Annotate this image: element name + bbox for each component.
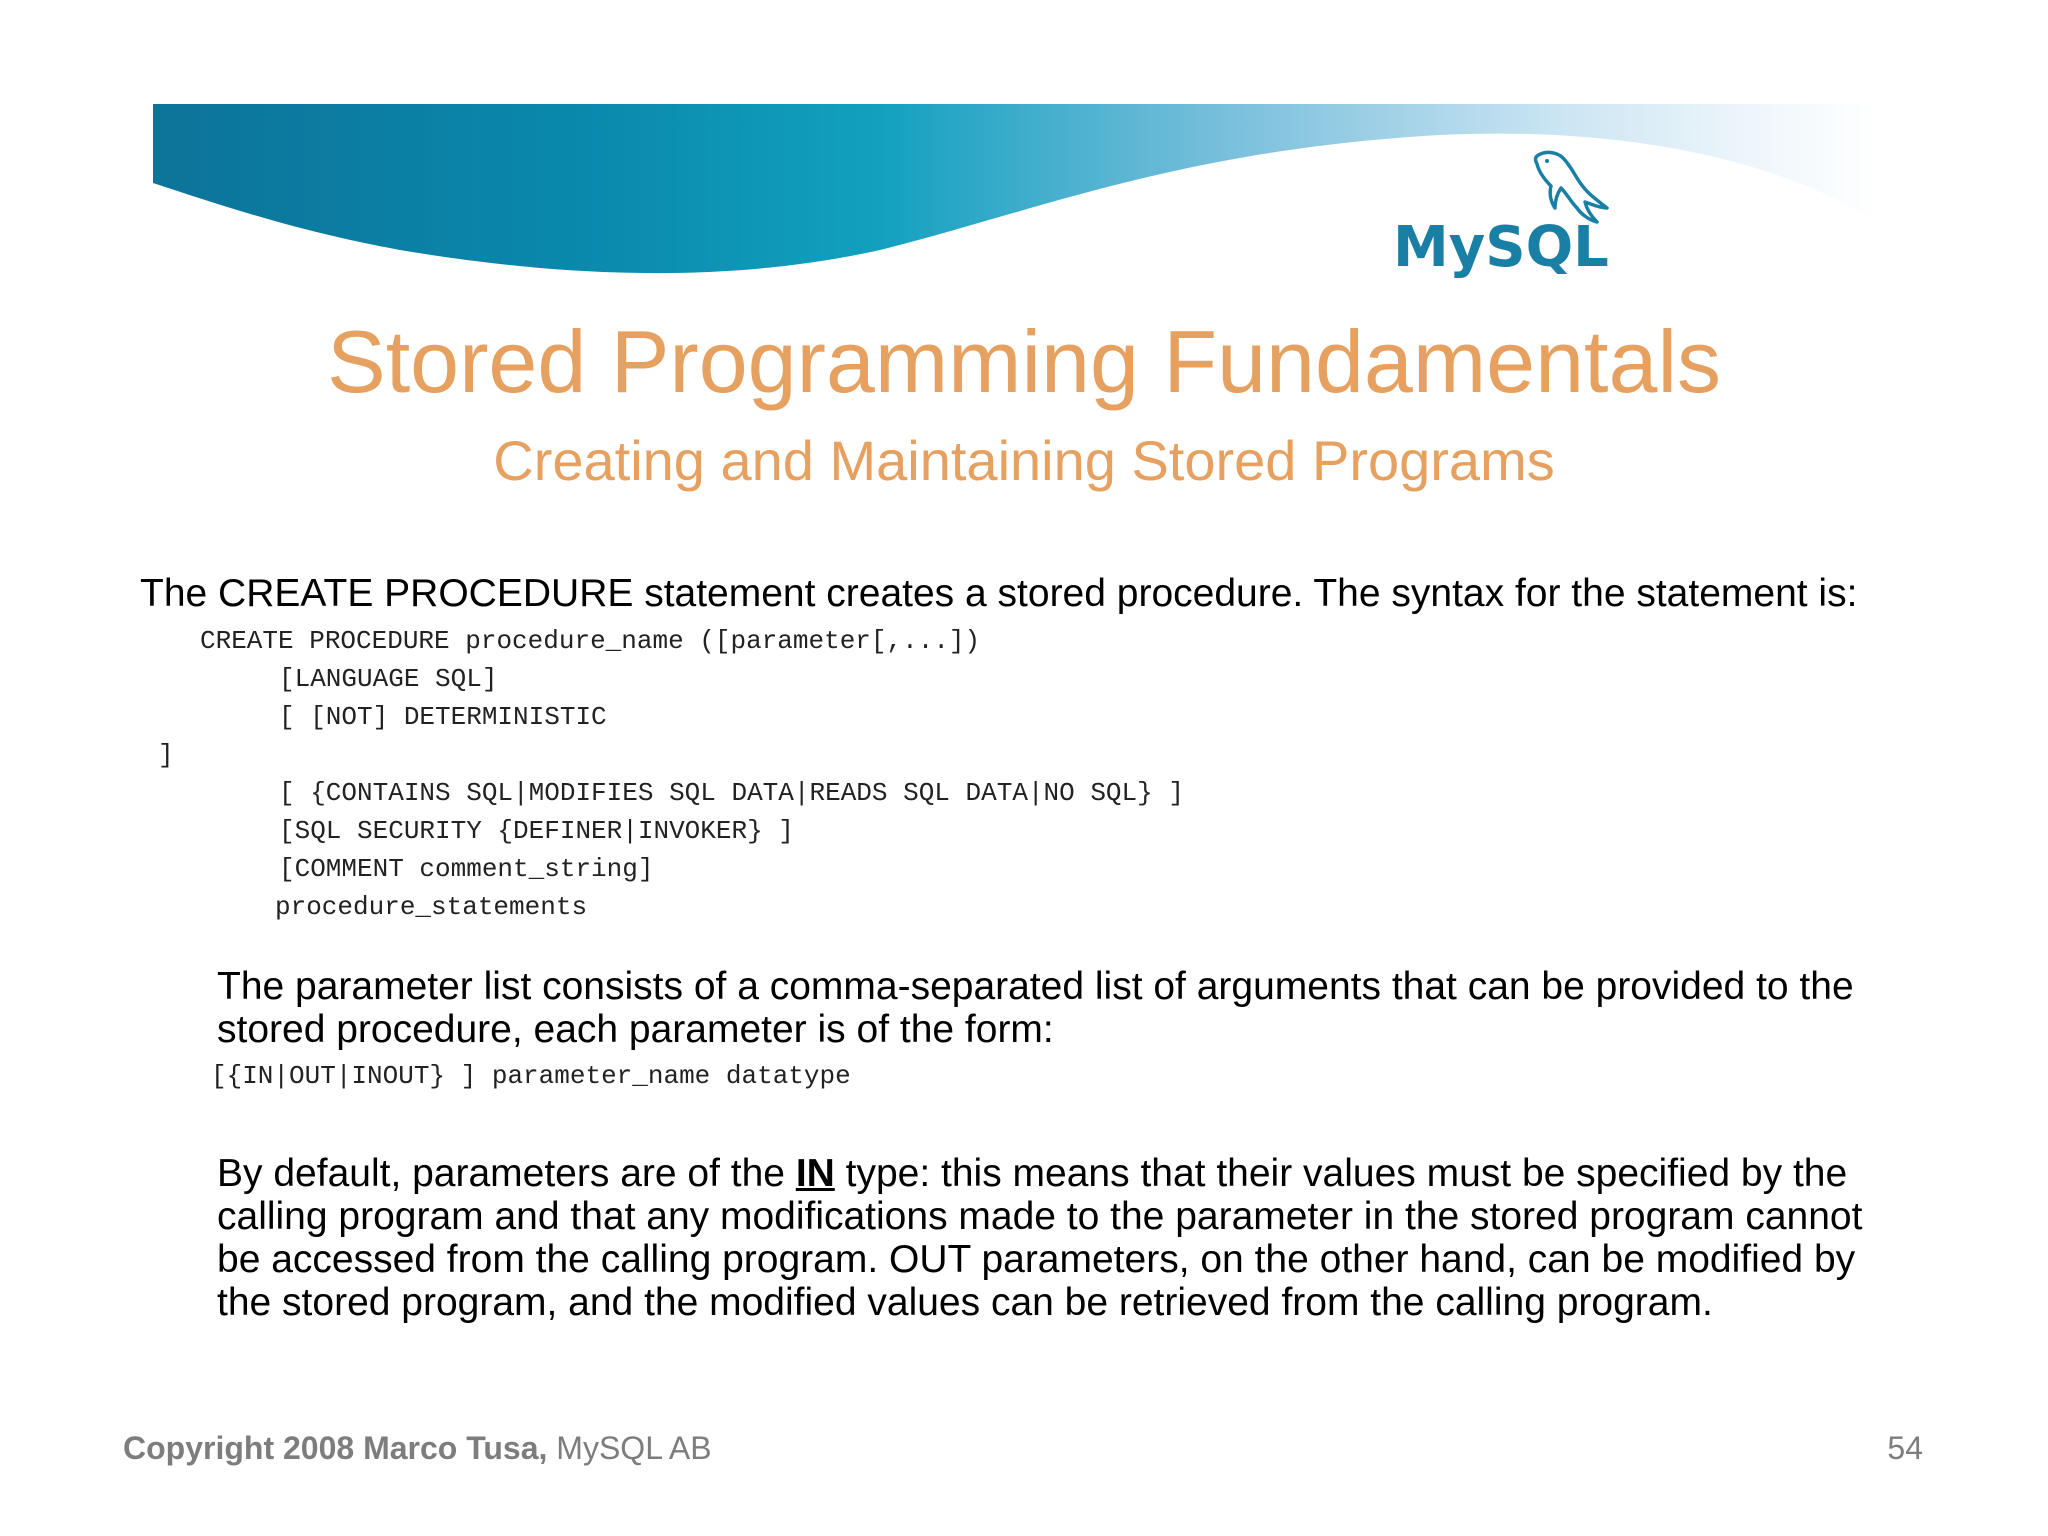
paragraph-line: calling program and that any modifications made to the parameter in the stored program cannot [217,1195,1863,1238]
footer-copyright [123,1430,712,1467]
copyright-text: Copyright 2008 Marco Tusa, [123,1430,548,1466]
syntax-line: [ {CONTAINS SQL|MODIFIES SQL DATA|READS SQL DATA|NO SQL} ] [279,778,1184,808]
in-keyword-emphasis: IN [795,1152,835,1195]
syntax-line: procedure_statements [275,892,588,922]
header-banner [0,0,2048,300]
paragraph-line: stored procedure, each parameter is of the form: [217,1008,1054,1051]
paragraph-line: The parameter list consists of a comma-separated list of arguments that can be provided to the [217,965,1854,1008]
parameter-syntax: [{IN|OUT|INOUT} ] parameter_name datatype [211,1061,851,1091]
slide-title: Stored Programming Fundamentals [327,312,1721,411]
default-paragraph [217,1152,1862,1324]
paragraph-line: the stored program, and the modified values can be retrieved from the calling program. [217,1281,1713,1324]
slide-subtitle: Creating and Maintaining Stored Programs [493,429,1555,492]
intro-text: The CREATE PROCEDURE statement creates a stored procedure. The syntax for the statement is: [140,572,1858,615]
syntax-line: CREATE PROCEDURE procedure_name ([parameter[,...]) [200,626,981,656]
syntax-line: [COMMENT comment_string] [279,854,654,884]
logo-wordmark-my: MySQL [1393,215,1609,280]
parameter-paragraph [217,965,1854,1051]
paragraph-line: be accessed from the calling program. OUT parameters, on the other hand, can be modified by [217,1238,1856,1281]
dolphin-icon [1536,152,1608,222]
mysql-logo [1385,148,1635,283]
syntax-line: ] [158,740,174,770]
syntax-line: [LANGUAGE SQL] [279,664,498,694]
syntax-line: [ [NOT] DETERMINISTIC [279,702,607,732]
company-text: MySQL AB [556,1430,712,1466]
page-number: 54 [1887,1430,1923,1466]
syntax-line: [SQL SECURITY {DEFINER|INVOKER} ] [279,816,794,846]
paragraph-line: By default, parameters are of the IN type: this means that their values must be specified by the [217,1152,1848,1195]
